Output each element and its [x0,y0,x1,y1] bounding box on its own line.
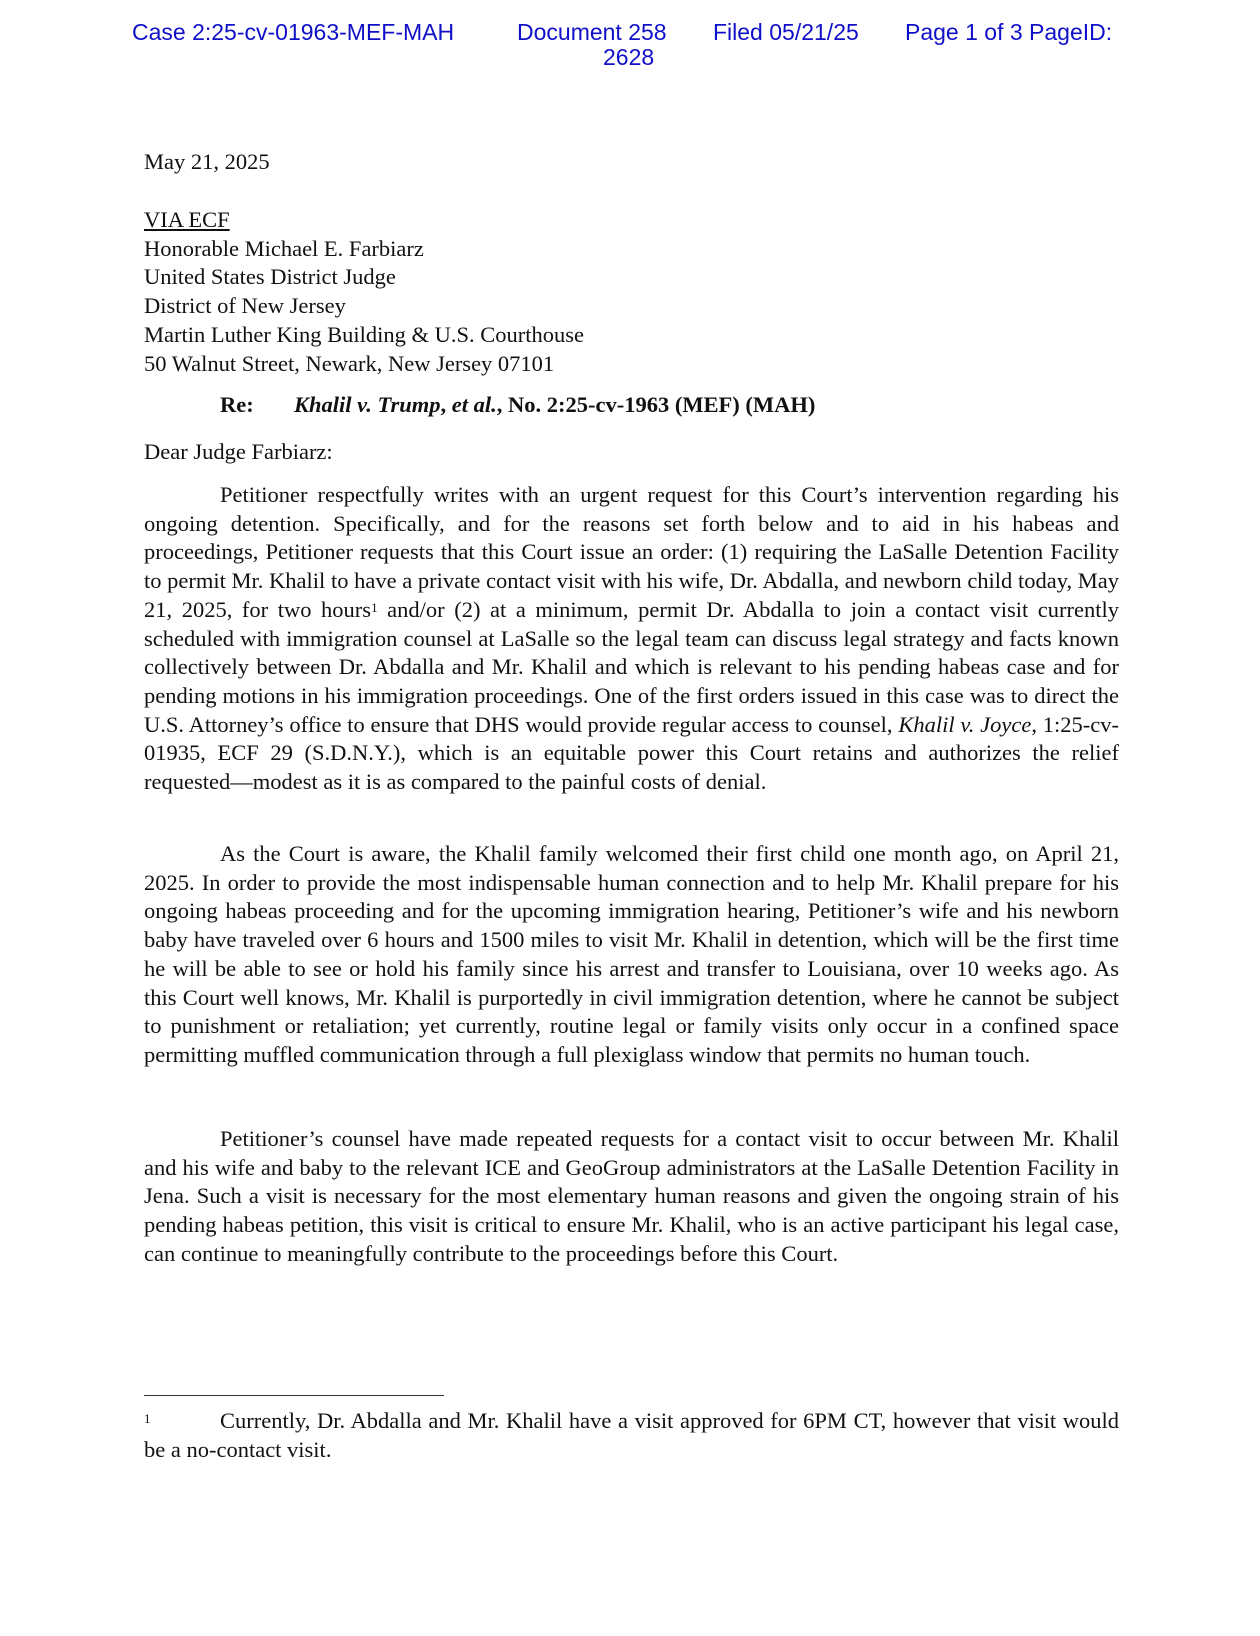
address-line: District of New Jersey [144,293,346,319]
re-etal: et al. [451,392,497,417]
salutation-text: Dear Judge Farbiarz: [144,439,333,464]
re-case-number: , No. 2:25-cv-1963 (MEF) (MAH) [496,392,816,417]
footnote-divider [144,1395,444,1396]
address-line: 50 Walnut Street, Newark, New Jersey 07101 [144,350,555,376]
page-id: 2628 [603,44,655,70]
filed-date: Filed 05/21/25 [713,19,859,45]
paragraph-1 [144,481,1119,797]
address-line: United States District Judge [144,264,396,290]
address-line: Martin Luther King Building & U.S. Courthouse [144,321,584,347]
footnote-ref[interactable]: 1 [371,599,378,615]
re-separator: , [440,392,452,417]
case-citation: Khalil v. Joyce [898,711,1032,737]
paragraph-3 [144,1125,1119,1269]
letter-date [144,148,1119,177]
re-case-name: Khalil v. Trump [294,392,441,417]
document-number: Document 258 [517,19,667,45]
p3-text: Petitioner’s counsel have made repeated requests for a contact visit to occur between Mr. Khalil and his wife and baby to the relevant ICE and GeoGroup administrators at the LaSalle Detention Facility in Jena. Such a visit is necessary for the most elementary human reasons and given the ongoing strain of his pending habeas petition, this visit is critical to ensure Mr. Khalil, who is an active participant his legal case, can continue to meaningfully contribute to the proceedings before this Court. [144,1126,1119,1266]
via-ecf: VIA ECF [144,207,230,232]
footnote-text: Currently, Dr. Abdalla and Mr. Khalil have a visit approved for 6PM CT, however that visit would be a no-contact visit. [144,1408,1119,1462]
p1-text-a: Petitioner respectfully writes with an urgent request for this Court’s intervention regarding his ongoing detention. Specifically, and for the reasons set forth below and to aid in his habeas and proceedings, Petitioner requests that this Court issue an order: (1) requiring the LaSalle Detention Facility to permit Mr. Khalil to have a private contact visit with his wife, Dr. Abdalla, and newborn child today, May 21, 2025, for two hours [144,482,1119,622]
salutation [144,438,1119,467]
p1-text-c: , 1:25-cv-01935, ECF 29 (S.D.N.Y.), which is an equitable power this Court retains and authorizes the relief requested—modest as it is as compared to the painful costs of denial. [144,711,1120,795]
re-line [220,391,1195,420]
case-number: Case 2:25-cv-01963-MEF-MAH [132,19,455,45]
footnote-number: 1 [144,1411,151,1426]
page-info: Page 1 of 3 PageID: [905,19,1113,45]
re-label: Re: [220,392,254,417]
paragraph-2 [144,840,1119,1070]
p1-text-b: and/or (2) at a minimum, permit Dr. Abdalla to join a contact visit currently scheduled with immigration counsel at LaSalle so the legal team can discuss legal strategy and facts known collectively between Dr. Abdalla and Mr. Khalil and which is relevant to his pending habeas case and for pending motions in his immigration proceedings. One of the first orders issued in this case was to direct the U.S. Attorney’s office to ensure that DHS would provide regular access to counsel, [144,596,1120,737]
address-block [144,206,1119,378]
date-text: May 21, 2025 [144,149,270,174]
p2-text: As the Court is aware, the Khalil family welcomed their first child one month ago, on April 21, 2025. In order to provide the most indispensable human connection and to help Mr. Khalil prepare for his ongoing habeas proceeding and for the upcoming immigration hearing, Petitioner’s wife and his newborn baby have traveled over 6 hours and 1500 miles to visit Mr. Khalil in detention, which will be the first time he will be able to see or hold his family since his arrest and transfer to Louisiana, over 10 weeks ago. As this Court well knows, Mr. Khalil is purportedly in civil immigration detention, where he cannot be subject to punishment or retaliation; yet currently, routine legal or family visits only occur in a confined space permitting muffled communication through a full plexiglass window that permits no human touch. [144,841,1119,1067]
address-line: Honorable Michael E. Farbiarz [144,235,424,261]
footnote [144,1407,1119,1464]
